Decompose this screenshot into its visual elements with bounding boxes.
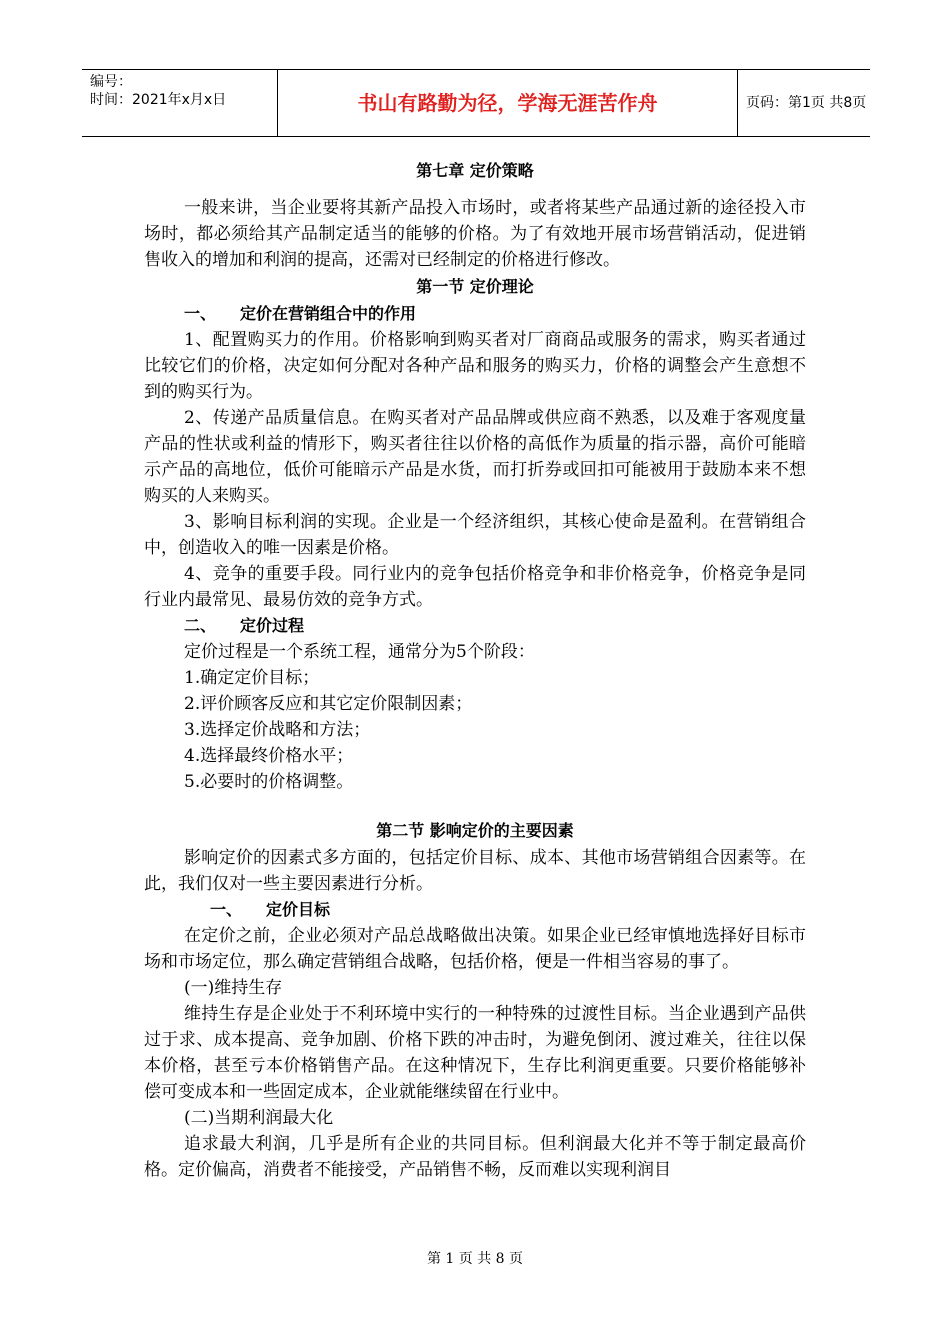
- list-item: 4.选择最终价格水平；: [184, 746, 354, 766]
- list-item: 1.确定定价目标；: [184, 668, 320, 688]
- paragraph: 追求最大利润，几乎是所有企业的共同目标。但利润最大化并不等于制定最高价格。定价偏高，消费者不能接受，产品销售不畅，反而难以实现利润目: [144, 1134, 806, 1180]
- subheading-number: 一、: [210, 900, 243, 919]
- section-2-subheading-1: [144, 897, 806, 923]
- doc-date-label: 时间：2021年x月x日: [90, 92, 227, 108]
- page-footer: 第 1 页 共 8 页: [426, 1251, 524, 1267]
- header-meta: [82, 70, 278, 136]
- section-1-title: 第一节 定价理论: [416, 277, 534, 296]
- list-item: 3.选择定价战略和方法；: [184, 720, 371, 740]
- chapter-title: 第七章 定价策略: [416, 161, 534, 180]
- subheading-title: 定价在营销组合中的作用: [240, 304, 417, 323]
- subsection-heading: (一)维持生存: [184, 978, 283, 998]
- subheading-title: 定价过程: [240, 616, 305, 635]
- section-1-subheading-1: [144, 301, 806, 327]
- paragraph: 1、配置购买力的作用。价格影响到购买者对厂商商品或服务的需求，购买者通过比较它们的价格，决定如何分配对各种产品和服务的购买力，价格的调整会产生意想不到的购买行为。: [144, 330, 806, 402]
- subsection-heading: (二)当期利润最大化: [184, 1108, 334, 1128]
- intro-paragraph: 一般来讲，当企业要将其新产品投入市场时，或者将某些产品通过新的途径投入市场时，都必须给其产品制定适当的能够的价格。为了有效地开展市场营销活动，促进销售收入的增加和利润的提高，还需对已经制定的价格进行修改。: [144, 198, 806, 270]
- page-header: [82, 69, 870, 137]
- subheading-number: 一、: [184, 304, 217, 323]
- document-body: [144, 156, 806, 1183]
- subheading-title: 定价目标: [266, 900, 331, 919]
- paragraph: 在定价之前，企业必须对产品总战略做出决策。如果企业已经审慎地选择好目标市场和市场定位，那么确定营销组合战略，包括价格，便是一件相当容易的事了。: [144, 926, 806, 972]
- list-item: 5.必要时的价格调整。: [184, 772, 354, 792]
- spacer: [144, 795, 806, 817]
- header-motto: 书山有路勤为径，学海无涯苦作舟: [278, 70, 738, 136]
- paragraph: 2、传递产品质量信息。在购买者对产品品牌或供应商不熟悉，以及难于客观度量产品的性状或利益的情形下，购买者往往以价格的高低作为质量的指示器，高价可能暗示产品的高地位，低价可能暗示产品是水货，而打折券或回扣可能被用于鼓励本来不想购买的人来购买。: [144, 408, 806, 506]
- paragraph: 影响定价的因素式多方面的，包括定价目标、成本、其他市场营销组合因素等。在此，我们仅对一些主要因素进行分析。: [144, 848, 806, 894]
- paragraph: 3、影响目标利润的实现。企业是一个经济组织，其核心使命是盈利。在营销组合中，创造收入的唯一因素是价格。: [144, 512, 806, 558]
- list-item: 2.评价顾客反应和其它定价限制因素；: [184, 694, 473, 714]
- paragraph: 定价过程是一个系统工程，通常分为5个阶段：: [184, 642, 535, 662]
- section-2-title: 第二节 影响定价的主要因素: [376, 821, 574, 840]
- paragraph: 维持生存是企业处于不利环境中实行的一种特殊的过渡性目标。当企业遇到产品供过于求、成本提高、竞争加剧、价格下跌的冲击时，为避免倒闭、渡过难关，往往以保本价格，甚至亏本价格销售产品。在这种情况下，生存比利润更重要。只要价格能够补偿可变成本和一些固定成本，企业就能继续留在行业中。: [144, 1004, 806, 1102]
- paragraph: 4、竞争的重要手段。同行业内的竞争包括价格竞争和非价格竞争，价格竞争是同行业内最常见、最易仿效的竞争方式。: [144, 564, 806, 610]
- section-1-subheading-2: [144, 613, 806, 639]
- header-page-label: 页码：第1页 共8页: [746, 95, 867, 111]
- subheading-number: 二、: [184, 616, 217, 635]
- doc-number-label: 编号：: [90, 74, 132, 90]
